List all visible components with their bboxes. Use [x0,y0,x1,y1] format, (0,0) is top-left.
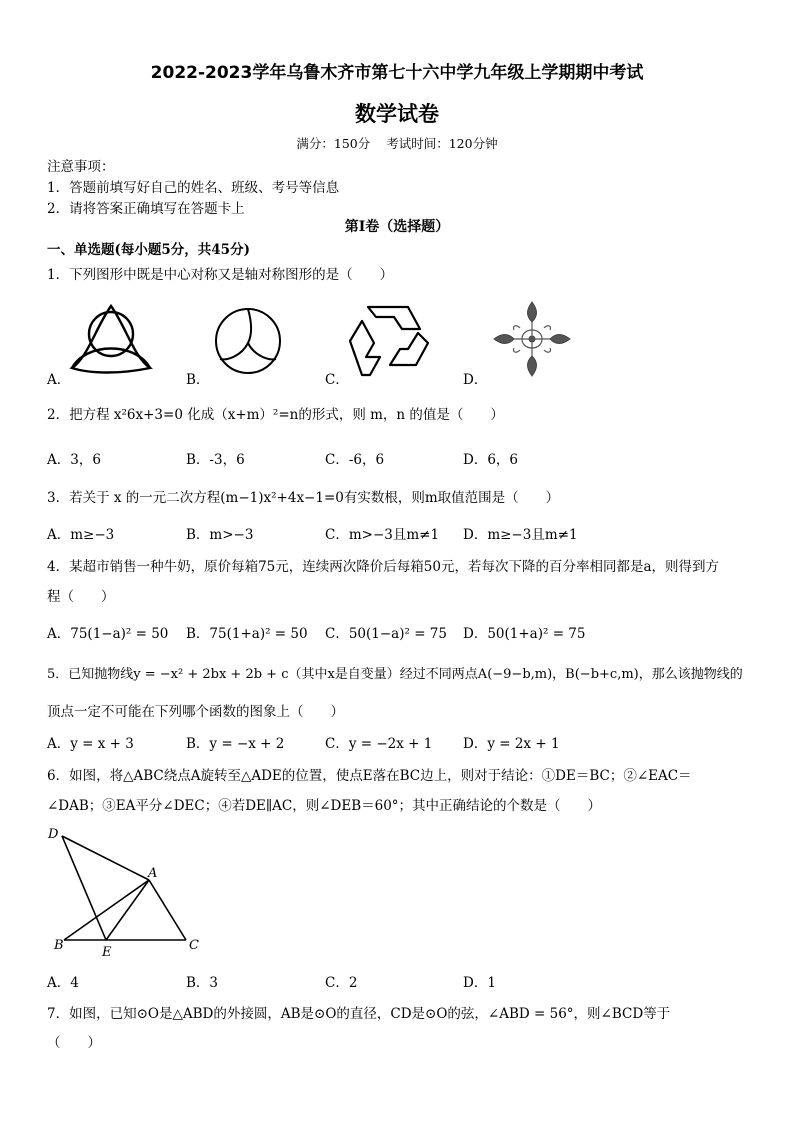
q1-option-d: D． [463,372,488,388]
q5-option-c: C．y = −2x + 1 [325,736,433,752]
q5-option-d: D．y = 2x + 1 [463,736,560,752]
q6-option-a: A．4 [47,975,79,991]
notice-item: 1．答题前填写好自己的姓名、班级、考号等信息 [47,180,340,196]
label-point-d: D [48,827,59,842]
label-point-c: C [189,938,199,953]
figure-1d-floral-ornament [492,300,572,378]
figure-6-rotated-triangles [44,822,214,962]
notice-item: 2．请将答案正确填写在答题卡上 [47,201,245,217]
question-6-stem: 6．如图，将△ABC绕点A旋转至△ADE的位置，使点E落在BC边上，则对于结论：①DE＝BC；②∠EAC＝ [47,768,692,784]
q1-option-b: B． [186,372,210,388]
question-3-stem: 3．若关于 x 的一元二次方程(m−1)x²+4x−1=0有实数根，则m取值范围是（ ） [47,490,560,506]
question-2-stem: 2．把方程 x²6x+3=0 化成（x+m）²=n的形式，则 m，n 的值是（ ） [47,407,504,423]
exam-subject: 数学试卷 [355,102,439,126]
label-point-e: E [102,945,112,960]
label-point-b: B [54,938,64,953]
q3-option-b: B．m>−3 [186,527,254,543]
q1-option-c: C． [325,372,349,388]
time-label: 考试时间：120分钟 [386,136,498,151]
q5-option-b: B．y = −x + 2 [186,736,285,752]
figure-1a-triquetra [66,302,156,376]
q5-option-a: A．y = x + 3 [47,736,134,752]
question-1-stem: 1．下列图形中既是中心对称又是轴对称图形的是（ ） [47,267,394,283]
question-6-stem-cont: ∠DAB；③EA平分∠DEC；④若DE∥AC，则∠DEB＝60°；其中正确结论的个数是（ ） [47,798,602,814]
section-title: 第I卷（选择题） [344,219,450,235]
question-5-stem-cont: 顶点一定不可能在下列哪个函数的图象上（ ） [47,704,344,720]
q6-option-b: B．3 [186,975,219,991]
q4-option-d: D．50(1+a)² = 75 [463,626,586,642]
q3-option-a: A．m≥−3 [47,527,115,543]
exam-title: 2022-2023学年乌鲁木齐市第七十六中学九年级上学期期中考试 [150,63,644,83]
figure-1c-hexagon-chevrons [346,303,432,379]
q4-option-b: B．75(1+a)² = 50 [186,626,308,642]
part-title: 一、单选题(每小题5分，共45分) [47,242,250,258]
q3-option-d: D．m≥−3且m≠1 [463,527,578,543]
q4-option-c: C．50(1−a)² = 75 [325,626,447,642]
question-7-stem-cont: （ ） [47,1035,101,1051]
question-4-stem: 4．某超市销售一种牛奶，原价每箱75元，连续两次降价后每箱50元，若每次下降的百分率相同都是a，则得到方 [47,559,719,575]
q1-option-a: A． [47,372,71,388]
q4-option-a: A．75(1−a)² = 50 [47,626,169,642]
q6-option-c: C．2 [325,975,358,991]
exam-meta [0,134,794,152]
q2-option-b: B．-3，6 [186,452,245,468]
q2-option-c: C．-6，6 [325,452,385,468]
question-5-stem: 5．已知抛物线y = −x² + 2bx + 2b + c（其中x是自变量）经过不同两点A(−9−b,m)，B(−b+c,m)，那么该抛物线的 [47,667,743,682]
q6-option-d: D．1 [463,975,496,991]
q2-option-d: D．6，6 [463,452,519,468]
figure-1b-circle-trisected [212,305,284,377]
q2-option-a: A．3，6 [47,452,101,468]
notice-heading: 注意事项： [47,159,115,175]
question-4-stem-cont: 程（ ） [47,589,115,605]
label-point-a: A [148,866,158,881]
q3-option-c: C．m>−3且m≠1 [325,527,440,543]
question-7-stem: 7．如图，已知⊙O是△ABD的外接圆，AB是⊙O的直径，CD是⊙O的弦，∠ABD = 56°，则∠BCD等于 [47,1006,671,1022]
score-label: 满分：150分 [296,136,371,151]
